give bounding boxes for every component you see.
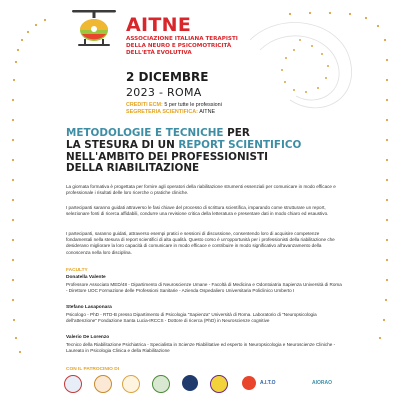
intro-paragraph: I partecipanti, saranno guidati, attraverso esempi pratici e sessioni di discussione, consentendo loro di acquisire competenze fondamentali nella stesura di report scientifici di alta qualità. Questo corso è un'opportunità per i professionisti della riabilitazione che desiderano migliorare la loro capacità di comunicare in modo efficace e contribuire in modo significativo all'avanzamento della conoscenza nella loro disciplina. (66, 231, 335, 255)
org-subtitle-line: DELL'ETÀ EVOLUTIVA (126, 50, 192, 57)
credits-line (126, 102, 222, 108)
intro-paragraph: La giornata formativa è progettata per fornire agli operatori della riabilitazione strumenti essenziali per comunicare in modo efficace e professionale i risultati delle loro ricerche o pratiche cliniche. (66, 184, 336, 196)
event-date: 2 DICEMBRE (126, 70, 209, 84)
faculty-name: Valerio De Lorenzo (66, 335, 110, 340)
secretary-line (126, 109, 215, 115)
patron-logo (94, 375, 112, 393)
patron-logos (64, 374, 354, 394)
helicopter-logo-icon (66, 8, 122, 54)
patron-logo (182, 375, 198, 391)
credits-value: 5 per tutte le professioni (164, 102, 222, 108)
patron-logo-text: A.I.T.O (260, 380, 276, 386)
faculty-label: FACULTY (66, 268, 88, 273)
title-part: LA STESURA DI UN (66, 138, 179, 151)
faculty-desc: Professore Associato MED/48 - Dipartimento di Neuroscienze Umane - Facoltà di Medicina e Odontoiatria Sapienza Università di Roma - Direttore UOC Formazione delle Professioni Sanitarie - Azienda Ospedaliero Universitaria Policlinico Umberto I (66, 282, 342, 294)
course-title (66, 128, 336, 175)
intro-paragraph: I partecipanti saranno guidati attraverso le fasi chiave del processo di scrittura scientifica, imparando come strutturare un report, selezionare fonti di ricerca affidabili, condurre una revisione critica della letteratura e presentare dati in modo chiaro ed esaustivo. (66, 205, 329, 217)
org-subtitle-line: ASSOCIAZIONE ITALIANA TERAPISTI (126, 36, 238, 42)
patron-logo (64, 375, 82, 393)
title-part: PER (223, 127, 250, 139)
patron-logo (242, 376, 256, 390)
title-part: METODOLOGIE E TECNICHE (66, 127, 224, 139)
title-part: NELL'AMBITO DEI PROFESSIONISTI (66, 150, 268, 163)
patron-logo (210, 375, 228, 393)
patron-logo-text: AIORAO (312, 380, 332, 386)
title-part: REPORT SCIENTIFICO (178, 138, 302, 151)
patronage-label: CON IL PATROCINIO DI (66, 367, 120, 372)
title-part: DELLA RIABILITAZIONE (66, 162, 200, 175)
org-name: AITNE (126, 14, 192, 36)
credits-label: CREDITI ECM: (126, 102, 163, 108)
org-subtitle-line: DELLA NEURO E PSICOMOTRICITÀ (126, 43, 232, 50)
org-subtitle (126, 36, 246, 58)
faculty-name: Donatella Valente (66, 275, 106, 280)
faculty-name: Stefano Lasaponara (66, 305, 112, 310)
event-year-city: 2023 - ROMA (126, 86, 202, 99)
faculty-desc: Psicologo - PhD - RTD-B presso Dipartimento di Psicologia "Sapienza" Università di Roma. Laboratorio di "Neuropsicologia dell'attenzione" Fondazione Santa Lucia-IRCCS - Dottore di ricerca (PhD) in Neuroscienze cognitive (66, 312, 317, 324)
secretary-label: SEGRETERIA SCIENTIFICA: (126, 109, 198, 115)
faculty-desc: Tecnico della Riabilitazione Psichiatrica - Specialista in Scienze Riabilitative ed esperto in Neuropsicologia e Neuroscienze Cliniche - Laureato in Psicologia Clinica e della Riabilitazione (66, 342, 336, 354)
patron-logo (152, 375, 170, 393)
patron-logo (122, 375, 140, 393)
secretary-value: AITNE (199, 109, 216, 115)
